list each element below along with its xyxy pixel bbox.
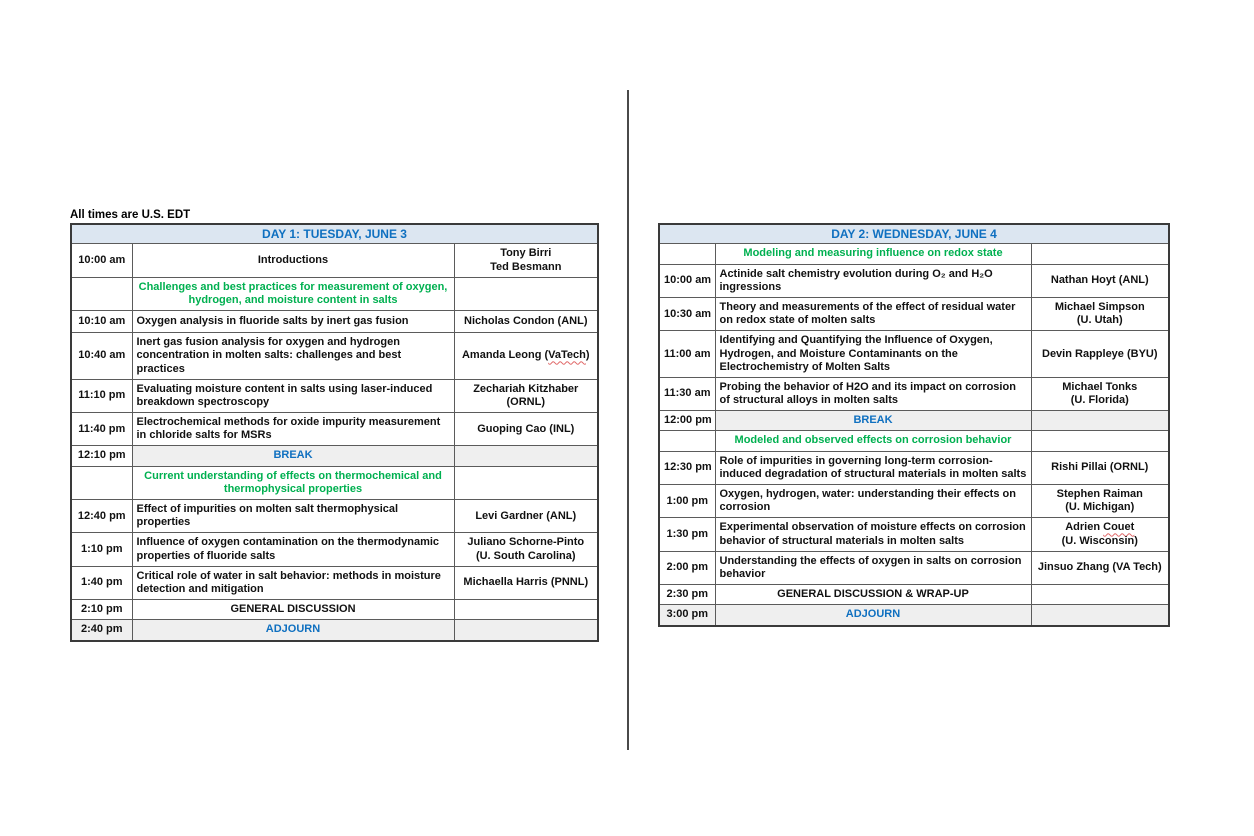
schedule-row bbox=[71, 566, 598, 599]
schedule-row bbox=[659, 264, 1169, 297]
day1-schedule-table-container bbox=[70, 223, 597, 642]
time-cell: 12:30 pm bbox=[659, 451, 715, 484]
time-cell: 11:30 am bbox=[659, 377, 715, 410]
schedule-row bbox=[659, 297, 1169, 330]
schedule-row bbox=[659, 431, 1169, 451]
all-times-note: All times are U.S. EDT bbox=[70, 209, 191, 221]
talk-title: Identifying and Quantifying the Influence of Oxygen, Hydrogen, and Moisture Contaminants on the Electrochemistry of Molten Salts bbox=[715, 331, 1031, 378]
speaker-cell bbox=[1031, 605, 1169, 626]
page-divider bbox=[627, 90, 629, 750]
table-header-row bbox=[659, 224, 1169, 244]
session-title: Current understanding of effects on thermochemical and thermophysical properties bbox=[132, 466, 454, 499]
speaker-cell bbox=[454, 600, 598, 620]
schedule-row bbox=[71, 333, 598, 380]
speaker-cell bbox=[1031, 431, 1169, 451]
talk-title: BREAK bbox=[715, 411, 1031, 431]
talk-title: Inert gas fusion analysis for oxygen and hydrogen concentration in molten salts: challenges and best practices bbox=[132, 333, 454, 380]
table-header-row bbox=[71, 224, 598, 244]
schedule-row bbox=[71, 500, 598, 533]
talk-title: ADJOURN bbox=[715, 605, 1031, 626]
speaker-cell: Nathan Hoyt (ANL) bbox=[1031, 264, 1169, 297]
schedule-row bbox=[71, 413, 598, 446]
time-cell: 2:10 pm bbox=[71, 600, 132, 620]
speaker-cell: Juliano Schorne-Pinto (U. South Carolina) bbox=[454, 533, 598, 566]
session-title: Modeling and measuring influence on redox state bbox=[715, 244, 1031, 264]
speaker-cell: Zechariah Kitzhaber (ORNL) bbox=[454, 379, 598, 412]
day1-schedule-table bbox=[70, 223, 599, 642]
schedule-row bbox=[659, 244, 1169, 264]
speaker-cell bbox=[1031, 585, 1169, 605]
session-title: Modeled and observed effects on corrosion behavior bbox=[715, 431, 1031, 451]
speaker-cell: Rishi Pillai (ORNL) bbox=[1031, 451, 1169, 484]
speaker-cell bbox=[1031, 244, 1169, 264]
talk-title: Actinide salt chemistry evolution during O₂ and H₂O ingressions bbox=[715, 264, 1031, 297]
time-cell: 12:00 pm bbox=[659, 411, 715, 431]
speaker-cell: Nicholas Condon (ANL) bbox=[454, 311, 598, 333]
schedule-row bbox=[71, 379, 598, 412]
talk-title: Evaluating moisture content in salts using laser-induced breakdown spectroscopy bbox=[132, 379, 454, 412]
speaker-cell: Michaella Harris (PNNL) bbox=[454, 566, 598, 599]
schedule-row bbox=[71, 466, 598, 499]
day2-schedule-table-container bbox=[658, 223, 1168, 627]
talk-title: Role of impurities in governing long-term corrosion-induced degradation of structural materials in molten salts bbox=[715, 451, 1031, 484]
day2-schedule-table bbox=[658, 223, 1170, 627]
talk-title: BREAK bbox=[132, 446, 454, 466]
time-cell: 1:10 pm bbox=[71, 533, 132, 566]
schedule-row bbox=[71, 277, 598, 310]
talk-title: Introductions bbox=[132, 244, 454, 277]
time-cell: 11:00 am bbox=[659, 331, 715, 378]
time-cell bbox=[71, 466, 132, 499]
time-cell: 2:00 pm bbox=[659, 551, 715, 584]
time-cell bbox=[71, 277, 132, 310]
talk-title: GENERAL DISCUSSION bbox=[132, 600, 454, 620]
talk-title: ADJOURN bbox=[132, 620, 454, 641]
time-cell: 3:00 pm bbox=[659, 605, 715, 626]
schedule-row bbox=[659, 585, 1169, 605]
speaker-cell bbox=[454, 466, 598, 499]
speaker-cell: Jinsuo Zhang (VA Tech) bbox=[1031, 551, 1169, 584]
schedule-row bbox=[659, 605, 1169, 626]
schedule-row bbox=[659, 551, 1169, 584]
time-cell: 10:40 am bbox=[71, 333, 132, 380]
time-cell: 1:30 pm bbox=[659, 518, 715, 551]
time-cell bbox=[659, 431, 715, 451]
misspelled-word: Couet bbox=[1103, 521, 1135, 534]
time-cell: 2:40 pm bbox=[71, 620, 132, 641]
talk-title: Electrochemical methods for oxide impurity measurement in chloride salts for MSRs bbox=[132, 413, 454, 446]
speaker-cell: Levi Gardner (ANL) bbox=[454, 500, 598, 533]
time-cell: 12:40 pm bbox=[71, 500, 132, 533]
schedule-row bbox=[659, 518, 1169, 551]
time-cell: 2:30 pm bbox=[659, 585, 715, 605]
schedule-row bbox=[659, 451, 1169, 484]
talk-title: Understanding the effects of oxygen in salts on corrosion behavior bbox=[715, 551, 1031, 584]
schedule-row bbox=[71, 446, 598, 466]
time-cell: 10:10 am bbox=[71, 311, 132, 333]
time-cell bbox=[659, 244, 715, 264]
time-cell: 12:10 pm bbox=[71, 446, 132, 466]
talk-title: Oxygen analysis in fluoride salts by inert gas fusion bbox=[132, 311, 454, 333]
schedule-row bbox=[71, 620, 598, 641]
schedule-row bbox=[71, 311, 598, 333]
day1-title: DAY 1: TUESDAY, JUNE 3 bbox=[71, 224, 598, 244]
speaker-cell bbox=[1031, 411, 1169, 431]
talk-title: Probing the behavior of H2O and its impact on corrosion of structural alloys in molten salts bbox=[715, 377, 1031, 410]
speaker-cell: Devin Rappleye (BYU) bbox=[1031, 331, 1169, 378]
time-cell: 10:00 am bbox=[71, 244, 132, 277]
schedule-row bbox=[71, 533, 598, 566]
session-title: Challenges and best practices for measurement of oxygen, hydrogen, and moisture content in salts bbox=[132, 277, 454, 310]
schedule-row bbox=[71, 600, 598, 620]
time-cell: 11:10 pm bbox=[71, 379, 132, 412]
schedule-row bbox=[659, 411, 1169, 431]
speaker-cell: Guoping Cao (INL) bbox=[454, 413, 598, 446]
speaker-cell bbox=[454, 277, 598, 310]
time-cell: 11:40 pm bbox=[71, 413, 132, 446]
speaker-cell: Stephen Raiman (U. Michigan) bbox=[1031, 485, 1169, 518]
time-cell: 10:00 am bbox=[659, 264, 715, 297]
day2-title: DAY 2: WEDNESDAY, JUNE 4 bbox=[659, 224, 1169, 244]
schedule-row bbox=[71, 244, 598, 277]
speaker-cell bbox=[454, 446, 598, 466]
speaker-cell: Adrien Couet (U. Wisconsin) bbox=[1031, 518, 1169, 551]
speaker-cell: Michael Simpson (U. Utah) bbox=[1031, 297, 1169, 330]
schedule-row bbox=[659, 377, 1169, 410]
speaker-cell: Michael Tonks (U. Florida) bbox=[1031, 377, 1169, 410]
talk-title: Theory and measurements of the effect of residual water on redox state of molten salts bbox=[715, 297, 1031, 330]
talk-title: Influence of oxygen contamination on the thermodynamic properties of fluoride salts bbox=[132, 533, 454, 566]
speaker-cell: Amanda Leong (VaTech) bbox=[454, 333, 598, 380]
talk-title: Experimental observation of moisture effects on corrosion behavior of structural materials in molten salts bbox=[715, 518, 1031, 551]
time-cell: 1:00 pm bbox=[659, 485, 715, 518]
talk-title: GENERAL DISCUSSION & WRAP-UP bbox=[715, 585, 1031, 605]
schedule-row bbox=[659, 485, 1169, 518]
talk-title: Oxygen, hydrogen, water: understanding their effects on corrosion bbox=[715, 485, 1031, 518]
talk-title: Critical role of water in salt behavior: methods in moisture detection and mitigation bbox=[132, 566, 454, 599]
time-cell: 10:30 am bbox=[659, 297, 715, 330]
talk-title: Effect of impurities on molten salt thermophysical properties bbox=[132, 500, 454, 533]
schedule-row bbox=[659, 331, 1169, 378]
speaker-cell bbox=[454, 620, 598, 641]
speaker-cell: Tony Birri Ted Besmann bbox=[454, 244, 598, 277]
time-cell: 1:40 pm bbox=[71, 566, 132, 599]
misspelled-word: VaTech bbox=[548, 349, 586, 362]
